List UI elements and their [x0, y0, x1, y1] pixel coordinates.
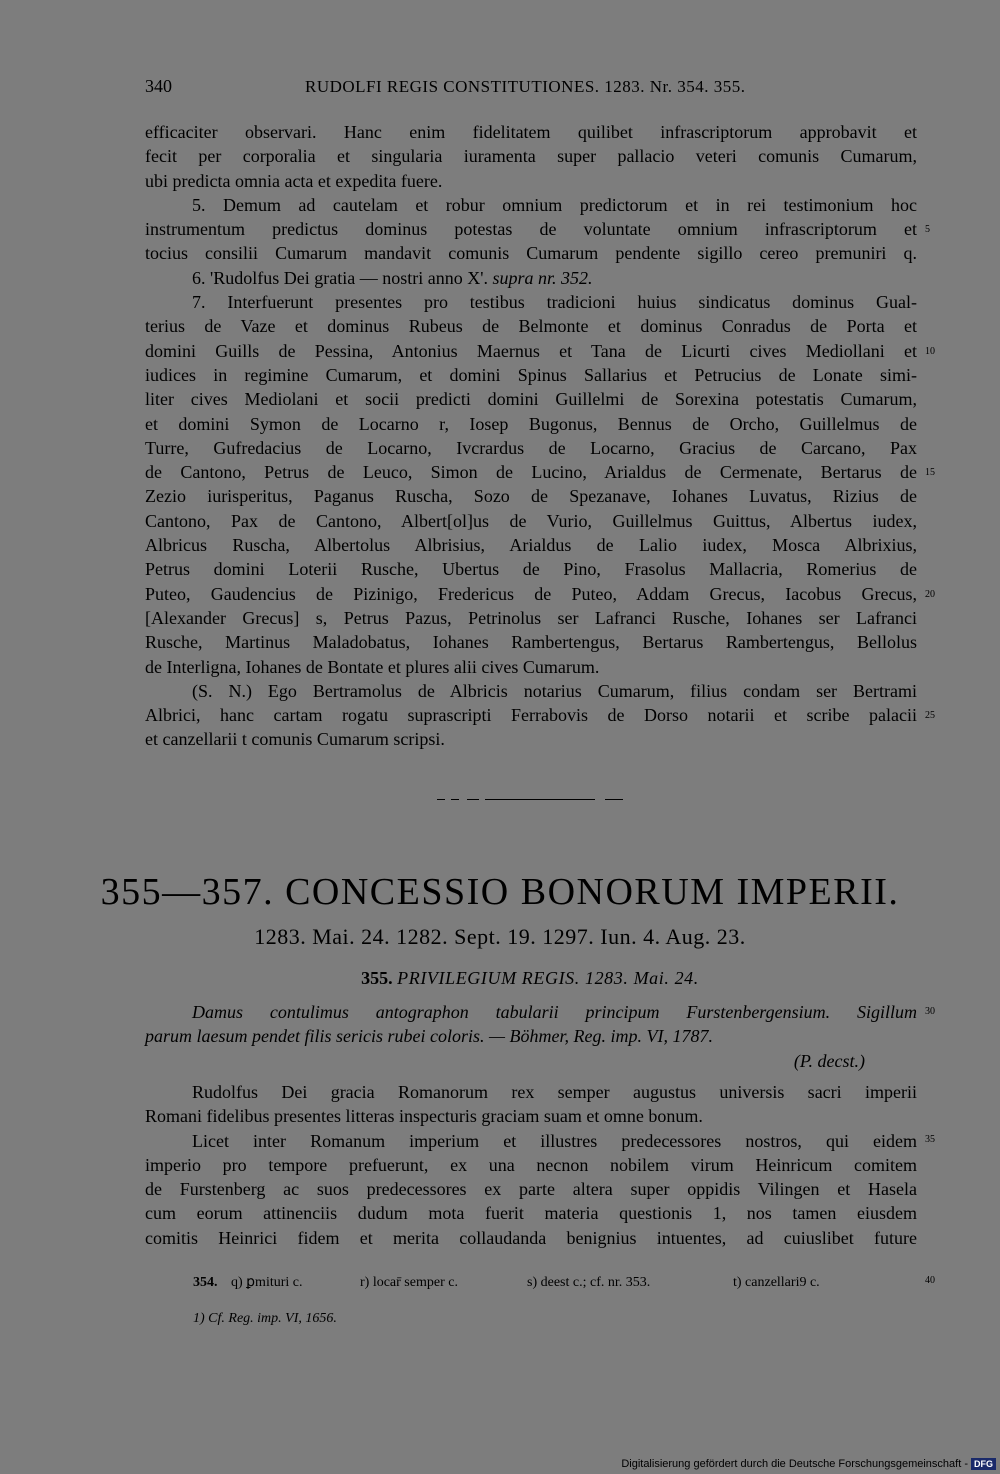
running-header — [145, 76, 920, 100]
text-line: Puteo, Gaudencius de Pizinigo, Fredericus de Puteo, Addam Grecus, Iacobus Grecus, — [145, 583, 917, 604]
text-line: instrumentum predictus dominus potestas de voluntate omnium infrascriptorum et — [145, 219, 917, 240]
footnote-item: s) deest c.; cf. nr. 353. — [527, 1275, 651, 1290]
page-number: 340 — [145, 76, 172, 96]
funding-text: Digitalisierung gefördert durch die Deutsche Forschungsgemeinschaft - — [621, 1458, 968, 1470]
text-line: 5. Demum ad cautelam et robur omnium predictorum et in rei testimonium hoc — [192, 194, 917, 215]
text-line: Zezio iurisperitus, Paganus Ruscha, Sozo de Spezanave, Iohanes Luvatus, Rizius de — [145, 486, 917, 507]
section-dates: 1283. Mai. 24. 1282. Sept. 19. 1297. Iun. 4. Aug. 23. — [254, 924, 746, 949]
text-line: domini Guills de Pessina, Antonius Maernus et Tana de Licurti cives Mediollani et — [145, 340, 917, 361]
text-line: Romani fidelibus presentes litteras inspecturis graciam suam et omne bonum. — [145, 1106, 703, 1127]
text-line: de Furstenberg ac suos predecessores ex parte altera super oppidis Vilingen et Hasela — [145, 1179, 917, 1200]
text-line: (S. N.) Ego Bertramolus de Albricis notarius Cumarum, filius condam ser Bertrami — [192, 680, 917, 701]
dfg-logo: DFG — [971, 1458, 996, 1470]
line-number: 35 — [925, 1134, 935, 1145]
editor-note: (P. decst.) — [793, 1050, 865, 1071]
text-line: [Alexander Grecus] s, Petrus Pazus, Petrinolus ser Lafranci Rusche, Iohanes ser Lafranci — [145, 607, 917, 628]
text-line: imperio pro tempore prefuerunt, ex una necnon nobilem virum Heinricum comitem — [145, 1154, 917, 1175]
cross-reference: supra nr. 352. — [492, 267, 593, 288]
text-line: comitis Heinrici fidem et merita collaudanda benignius intuentes, ad cuiuslibet future — [145, 1227, 917, 1248]
funding-footer — [621, 1458, 996, 1470]
text-line: Rudolfus Dei gracia Romanorum rex semper augustus universis sacri imperii — [192, 1082, 917, 1102]
text-line: Rusche, Martinus Maladobatus, Iohanes Rambertengus, Bertarus Rambertengus, Bellolus — [145, 632, 917, 653]
text-line: Albricus Ruscha, Albertolus Albrisius, Arialdus de Lalio iudex, Mosca Albrixius, — [145, 535, 917, 556]
line-number: 10 — [925, 346, 935, 357]
document-title: 355. PRIVILEGIUM REGIS. 1283. Mai. 24. — [361, 968, 699, 988]
text-block-355 — [145, 1080, 917, 1250]
footnote-label: 354. — [193, 1275, 218, 1290]
text-line: cum eorum attinenciis dudum mota fuerit materia questionis 1, nos tamen eiusdem — [145, 1203, 917, 1224]
line-number: 40 — [925, 1275, 935, 1286]
section-title: 355—357. CONCESSIO BONORUM IMPERII. — [100, 871, 900, 913]
source-note — [145, 1000, 917, 1073]
footnote-item: r) locar̄ semper c. — [360, 1275, 458, 1290]
text-line: liter cives Mediolani et socii predicti domini Guillelmi de Sorexina potestatis Cumarum, — [145, 389, 917, 410]
text-line: 7. Interfuerunt presentes pro testibus tradicioni huius sindicatus dominus Gual- — [192, 292, 917, 313]
text-line: et domini Symon de Locarno r, Iosep Bugonus, Bennus de Orcho, Guillelmus de — [145, 413, 917, 434]
running-title: RUDOLFI REGIS CONSTITUTIONES. 1283. Nr. 354. 355. — [305, 77, 746, 96]
line-number: 5 — [925, 224, 930, 235]
line-number: 25 — [925, 710, 935, 721]
text-line: Turre, Gufredacius de Locarno, Ivcrardus de Locarno, Gracius de Carcano, Pax — [145, 437, 917, 458]
text-line: Cantono, Pax de Cantono, Albert[ol]us de Vurio, Guillelmus Guittus, Albertus iudex, — [145, 510, 917, 531]
text-line: de Interligna, Iohanes de Bontate et plures alii cives Cumarum. — [145, 656, 600, 677]
text-line: fecit per corporalia et singularia iuramenta super pallacio veteri comunis Cumarum, — [145, 146, 917, 167]
text-line: Petrus domini Loterii Rusche, Ubertus de Pino, Frasolus Mallacria, Romerius de — [145, 559, 917, 580]
text-line: iudices in regimine Cumarum, et domini Spinus Sallarius et Petrucius de Lonate simi- — [145, 364, 917, 385]
text-line: de Cantono, Petrus de Leuco, Simon de Lucino, Arialdus de Cermenate, Bertarus de — [145, 462, 917, 483]
source-line: Damus contulimus antographon tabularii principum Furstenbergensium. Sigillum — [192, 1002, 917, 1022]
line-number: 30 — [925, 1006, 935, 1017]
text-line: ubi predicta omnia acta et expedita fuere. — [145, 170, 443, 191]
text-block-354 — [145, 120, 917, 752]
text-line: terius de Vaze et dominus Rubeus de Belmonte et dominus Conradus de Porta et — [145, 316, 917, 337]
section-divider — [437, 799, 623, 801]
footnote-item: t) canzellari9 c. — [733, 1275, 820, 1290]
line-number: 15 — [925, 467, 935, 478]
text-line: Albrici, hanc cartam rogatu suprascripti Ferrabovis de Dorso notarii et scribe palacii — [145, 705, 917, 726]
text-line: efficaciter observari. Hanc enim fidelitatem quilibet infrascriptorum approbavit et — [145, 122, 917, 142]
footnote-item: q) ꝑmituri c. — [231, 1275, 303, 1290]
text-line: et canzellarii t comunis Cumarum scripsi. — [145, 729, 445, 750]
text-line: tocius consilii Cumarum mandavit comunis Cumarum pendente sigillo cereo premuniri q. — [145, 243, 917, 264]
line-number: 20 — [925, 589, 935, 600]
source-line: parum laesum pendet filis sericis rubei coloris. — Böhmer, Reg. imp. VI, 1787. — [145, 1026, 713, 1047]
footnote-note: 1) Cf. Reg. imp. VI, 1656. — [193, 1311, 337, 1326]
text-line: Licet inter Romanum imperium et illustres predecessores nostros, qui eidem — [192, 1130, 917, 1151]
text-line: 6. 'Rudolfus Dei gratia — nostri anno X'. supra nr. 352. — [192, 267, 593, 288]
